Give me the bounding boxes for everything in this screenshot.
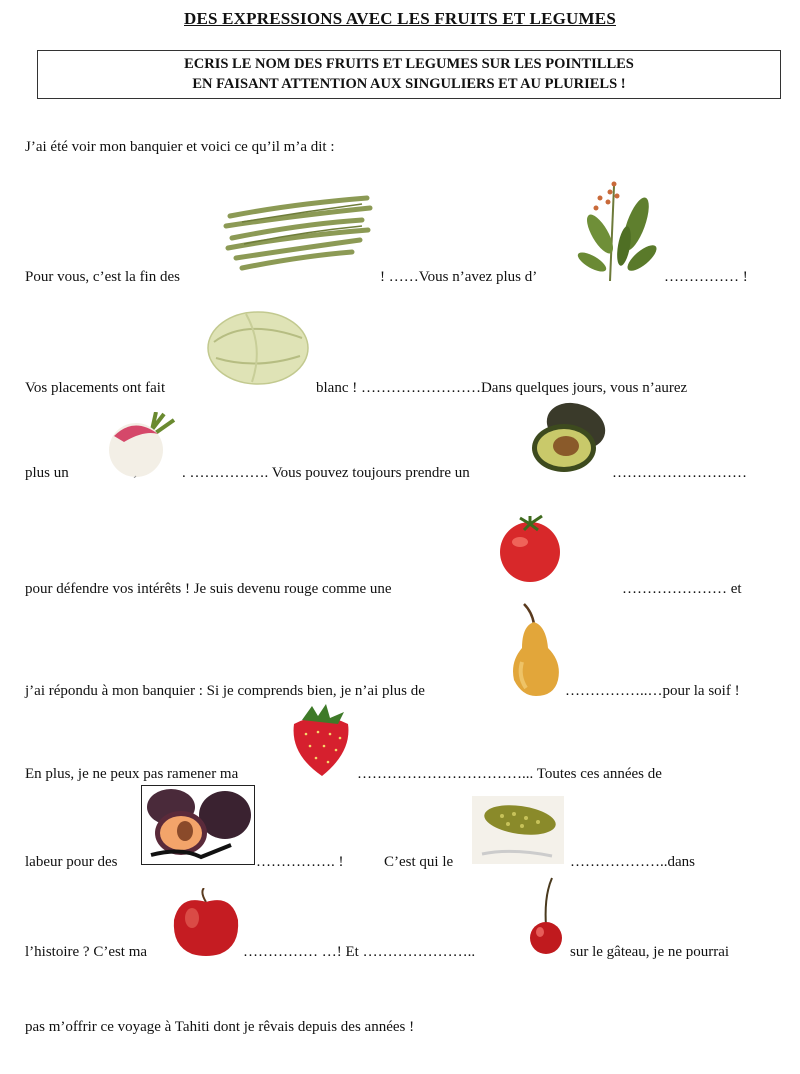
sentence-5b: ……………..…pour la soif ! xyxy=(565,683,740,699)
sentence-2a: Vos placements ont fait xyxy=(25,380,166,396)
cherry-image xyxy=(526,876,566,956)
page-title: DES EXPRESSIONS AVEC LES FRUITS ET LEGUMES xyxy=(184,9,616,28)
green-beans-image xyxy=(222,186,374,274)
pickle-image xyxy=(472,796,564,864)
sentence-1b: ! ……Vous n’avez plus d’ xyxy=(380,269,538,285)
sentence-1c: …………… ! xyxy=(664,269,748,285)
sentence-4a: pour défendre vos intérêts ! Je suis devenu rouge comme une xyxy=(25,581,392,597)
cabbage-image xyxy=(206,308,310,386)
instructions-box xyxy=(37,50,781,99)
sentence-3b: . ……………. Vous pouvez toujours prendre un xyxy=(182,465,470,481)
sentence-1a: Pour vous, c’est la fin des xyxy=(25,269,180,285)
sentence-8c: sur le gâteau, je ne pourrai xyxy=(570,944,730,960)
sorrel-image xyxy=(570,176,664,284)
sentence-7a: labeur pour des xyxy=(25,854,118,870)
intro-text: J’ai été voir mon banquier et voici ce qu’il m’a dit : xyxy=(25,139,335,155)
sentence-2b: blanc ! ……………………Dans quelques jours, vous n’aurez xyxy=(316,380,688,396)
instructions-line-1: ECRIS LE NOM DES FRUITS ET LEGUMES SUR LES POINTILLES xyxy=(184,56,634,72)
sentence-8a: l’histoire ? C’est ma xyxy=(25,944,148,960)
sentence-7d: ………………..dans xyxy=(570,854,695,870)
instructions-line-2: EN FAISANT ATTENTION AUX SINGULIERS ET AU PLURIELS ! xyxy=(192,76,626,92)
sentence-6a: En plus, je ne peux pas ramener ma xyxy=(25,766,239,782)
apple-image xyxy=(170,888,242,958)
sentence-6b: ……………………………... Toutes ces années de xyxy=(357,766,662,782)
sentence-7c: C’est qui le xyxy=(384,854,454,870)
sentence-9: pas m’offrir ce voyage à Tahiti dont je rêvais depuis des années ! xyxy=(25,1019,415,1035)
avocado-image xyxy=(526,400,610,480)
strawberry-image xyxy=(286,704,356,778)
sentence-3c: ……………………… xyxy=(612,465,747,481)
sentence-3a: plus un xyxy=(25,465,69,481)
plums-image xyxy=(141,785,255,865)
sentence-8b: …………… …! Et ………………….. xyxy=(243,944,476,960)
pear-image xyxy=(508,602,562,698)
sentence-5a: j’ai répondu à mon banquier : Si je comprends bien, je n’ai plus de xyxy=(25,683,425,699)
sentence-4b: ………………… et xyxy=(622,581,742,597)
radish-image xyxy=(104,412,176,478)
sentence-7b: ……………. ! xyxy=(256,854,344,870)
tomato-image xyxy=(496,514,566,584)
